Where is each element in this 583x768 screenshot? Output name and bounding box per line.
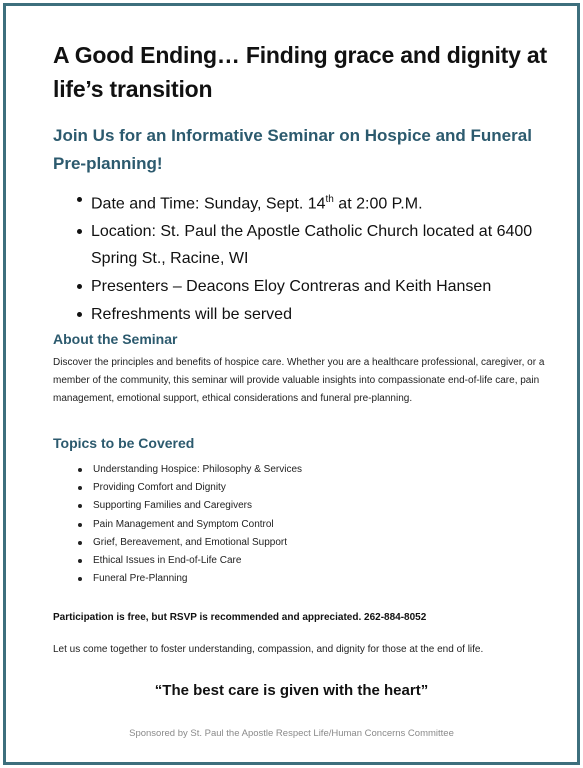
bullet-icon xyxy=(78,523,82,527)
bullet-icon xyxy=(77,197,82,202)
detail-location xyxy=(53,218,553,272)
detail-text-suffix: at 2:00 P.M. xyxy=(333,195,423,213)
detail-presenters xyxy=(53,273,553,300)
topic-text: Funeral Pre-Planning xyxy=(93,573,188,585)
topic-text: Grief, Bereavement, and Emotional Support xyxy=(93,536,287,548)
bullet-icon xyxy=(77,312,82,317)
about-heading: About the Seminar xyxy=(53,331,178,347)
bullet-icon xyxy=(78,504,82,508)
detail-superscript: th xyxy=(325,194,334,205)
detail-text: Date and Time: Sunday, Sept. 14 xyxy=(91,195,326,213)
bullet-icon xyxy=(78,486,82,490)
list-item xyxy=(53,479,533,497)
topics-heading: Topics to be Covered xyxy=(53,435,195,451)
detail-text: Location: St. Paul the Apostle Catholic Church located at 6400 Spring St., Racine, WI xyxy=(91,223,533,268)
bullet-icon xyxy=(78,559,82,563)
flyer-content xyxy=(6,6,577,762)
topic-text: Pain Management and Symptom Control xyxy=(93,518,274,530)
bullet-icon xyxy=(77,229,82,234)
detail-text: Refreshments will be served xyxy=(91,306,292,324)
list-item xyxy=(53,461,533,479)
topic-text: Understanding Hospice: Philosophy & Services xyxy=(93,464,302,475)
rsvp-line: Participation is free, but RSVP is recommended and appreciated. 262-884-8052 xyxy=(53,612,427,623)
quote: “The best care is given with the heart” xyxy=(154,682,429,699)
detail-refreshments xyxy=(53,301,553,328)
bullet-icon xyxy=(78,577,82,581)
bullet-icon xyxy=(77,284,82,289)
seminar-subtitle: Join Us for an Informative Seminar on Hospice and Funeral Pre-planning! xyxy=(53,126,532,173)
flyer-title: A Good Ending… Finding grace and dignity at life’s transition xyxy=(53,42,547,102)
detail-text: Presenters – Deacons Eloy Contreras and Keith Hansen xyxy=(91,278,492,296)
list-item xyxy=(53,570,533,588)
topics-list xyxy=(53,461,533,588)
detail-date-time xyxy=(53,186,553,217)
topic-text: Providing Comfort and Dignity xyxy=(93,482,226,494)
topic-text: Supporting Families and Caregivers xyxy=(93,500,252,512)
list-item xyxy=(53,552,533,570)
flyer-border xyxy=(3,3,580,765)
bullet-icon xyxy=(78,468,82,472)
list-item xyxy=(53,497,533,515)
event-details-list xyxy=(53,186,553,329)
list-item xyxy=(53,534,533,552)
list-item xyxy=(53,516,533,534)
about-paragraph: Discover the principles and benefits of hospice care. Whether you are a healthcare professional, caregiver, or a member of the community, this seminar will provide valuable insights into compassionate end-of-life care, pain management, emotional support, ethical considerations and funeral pre-planning. xyxy=(53,357,545,404)
sponsor-line: Sponsored by St. Paul the Apostle Respect Life/Human Concerns Committee xyxy=(129,728,454,739)
closing-paragraph: Let us come together to foster understanding, compassion, and dignity for those at the end of life. xyxy=(53,644,484,655)
bullet-icon xyxy=(78,541,82,545)
topic-text: Ethical Issues in End-of-Life Care xyxy=(93,555,242,567)
